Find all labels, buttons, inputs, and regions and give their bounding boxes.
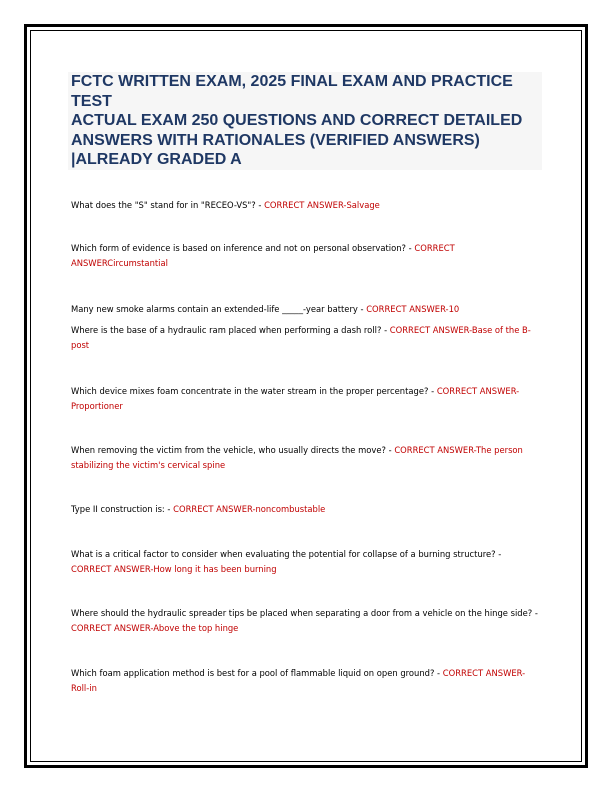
answer-text: CORRECT ANSWER-noncombustable xyxy=(173,504,326,514)
title-line-2: TEST xyxy=(71,92,112,110)
title-line-3: ACTUAL EXAM 250 QUESTIONS AND CORRECT DETAILED xyxy=(71,112,523,130)
answer-text: CORRECT ANSWER-Base of the B-post xyxy=(71,325,531,350)
question-text: When removing the victim from the vehicle, who usually directs the move? - xyxy=(71,445,392,455)
answer-text: CORRECT ANSWER-Above the top hinge xyxy=(71,623,239,633)
answer-text: CORRECT ANSWER-How long it has been burning xyxy=(71,564,277,574)
question-text: What does the "S" stand for in "RECEO-VS"? - xyxy=(71,200,262,210)
answer-text: CORRECT ANSWERCircumstantial xyxy=(71,243,455,268)
qa-item-1 xyxy=(71,198,541,213)
answer-text: CORRECT ANSWER-Salvage xyxy=(264,200,380,210)
qa-item-10 xyxy=(71,666,541,696)
qa-item-7 xyxy=(71,502,541,517)
qa-item-8 xyxy=(71,547,541,577)
question-text: Many new smoke alarms contain an extended-life _____-year battery - xyxy=(71,304,364,314)
question-text: Where should the hydraulic spreader tips be placed when separating a door from a vehicle on the hinge side? - xyxy=(71,608,538,618)
answer-text: CORRECT ANSWER-Proportioner xyxy=(71,386,520,411)
qa-item-4 xyxy=(71,323,541,353)
answer-text: CORRECT ANSWER-Roll-in xyxy=(71,668,526,693)
qa-item-3 xyxy=(71,302,541,317)
qa-item-5 xyxy=(71,384,541,414)
qa-item-2 xyxy=(71,241,541,271)
question-text: Which device mixes foam concentrate in the water stream in the proper percentage? - xyxy=(71,386,435,396)
title-line-1: FCTC WRITTEN EXAM, 2025 FINAL EXAM AND PRACTICE xyxy=(71,73,513,90)
qa-item-9 xyxy=(71,606,541,636)
answer-text: CORRECT ANSWER-10 xyxy=(366,304,460,314)
question-text: Type II construction is: - xyxy=(71,504,171,514)
title-line-4: ANSWERS WITH RATIONALES (VERIFIED ANSWERS) xyxy=(71,131,480,149)
qa-item-6 xyxy=(71,443,541,473)
question-text: What is a critical factor to consider when evaluating the potential for collapse of a burning structure? - xyxy=(71,549,502,559)
title-line-5: |ALREADY GRADED A xyxy=(71,151,242,169)
question-text: Where is the base of a hydraulic ram placed when performing a dash roll? - xyxy=(71,325,388,335)
document-title xyxy=(71,72,541,170)
answer-text: CORRECT ANSWER-The person stabilizing the victim's cervical spine xyxy=(71,445,523,470)
question-text: Which form of evidence is based on inference and not on personal observation? - xyxy=(71,243,412,253)
question-text: Which foam application method is best for a pool of flammable liquid on open ground? - xyxy=(71,668,441,678)
